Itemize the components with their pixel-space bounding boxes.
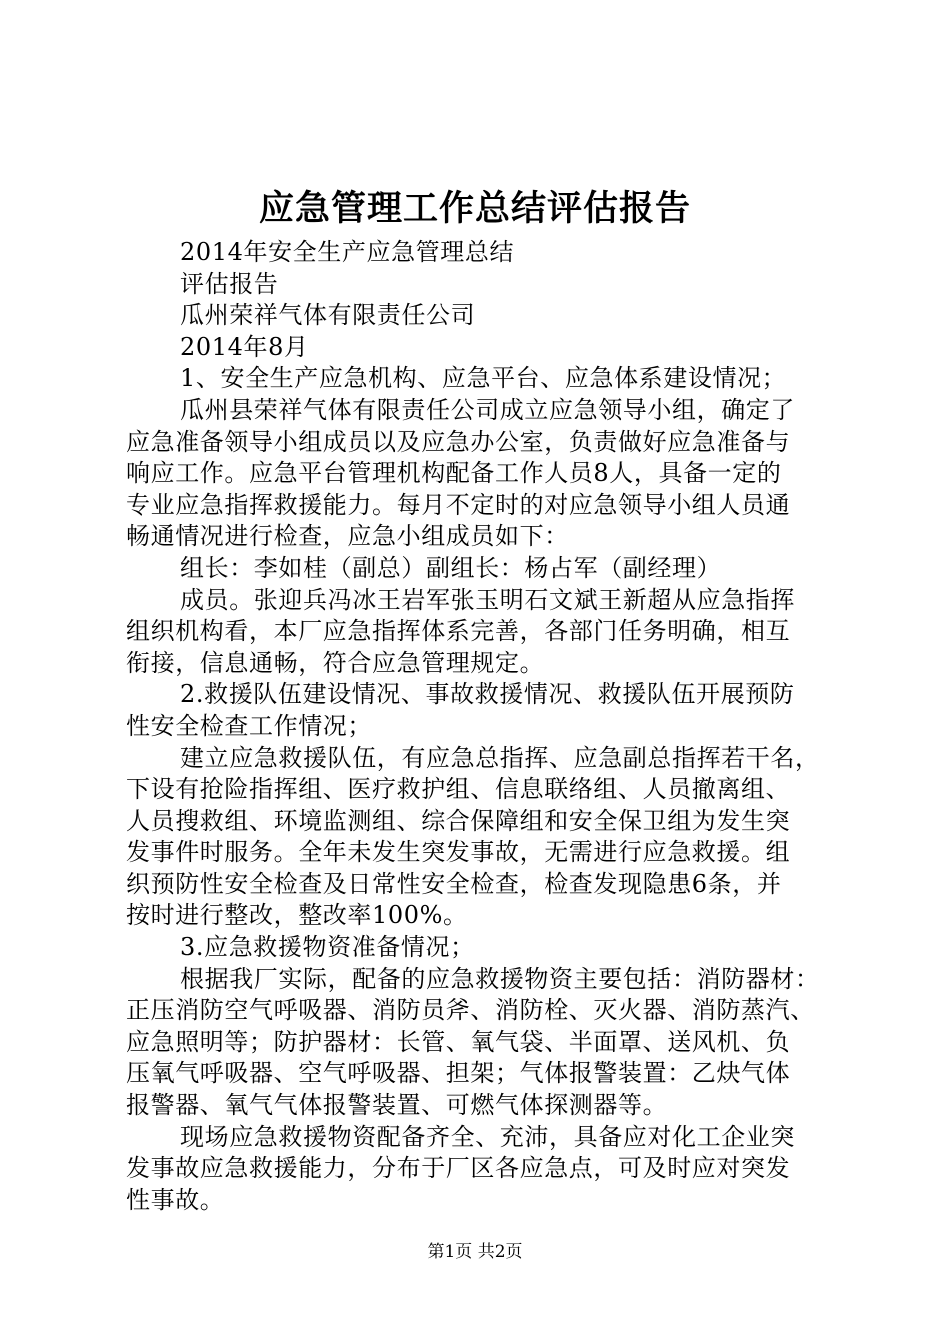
body-line: 应急照明等；防护器材：长管、氧气袋、半面罩、送风机、负 (126, 1027, 791, 1056)
body-line: 压氧气呼吸器、空气呼吸器、担架；气体报警装置：乙炔气体 (126, 1059, 791, 1088)
body-line: 织预防性安全检查及日常性安全检查，检查发现隐患6条，并 (126, 869, 782, 898)
body-line: 评估报告 (180, 269, 279, 298)
body-line: 应急准备领导小组成员以及应急办公室，负责做好应急准备与 (126, 427, 791, 456)
body-line: 性事故。 (126, 1185, 225, 1214)
body-line: 瓜州荣祥气体有限责任公司 (180, 301, 476, 330)
body-line: 组长：李如桂（副总）副组长：杨占军（副经理） (180, 553, 722, 582)
body-line: 衔接，信息通畅，符合应急管理规定。 (126, 648, 545, 677)
page-footer: 第1页 共2页 (427, 1242, 523, 1262)
body-line: 下设有抢险指挥组、医疗救护组、信息联络组、人员撤离组、 (126, 775, 791, 804)
document-body (126, 237, 831, 1216)
body-line: 正压消防空气呼吸器、消防员斧、消防栓、灭火器、消防蒸汽、 (126, 996, 815, 1025)
body-line: 瓜州县荣祥气体有限责任公司成立应急领导小组，确定了 (180, 395, 795, 424)
body-line: 人员搜救组、环境监测组、综合保障组和安全保卫组为发生突 (126, 806, 791, 835)
body-line: 响应工作。应急平台管理机构配备工作人员8人，具备一定的 (126, 459, 782, 488)
body-line: 发事件时服务。全年未发生突发事故，无需进行应急救援。组 (126, 838, 791, 867)
body-line: 专业应急指挥救援能力。每月不定时的对应急领导小组人员通 (126, 490, 791, 519)
body-line: 组织机构看，本厂应急指挥体系完善，各部门任务明确，相互 (126, 617, 791, 646)
body-line: 2014年8月 (180, 332, 309, 361)
body-line: 2014年安全生产应急管理总结 (180, 238, 515, 266)
body-line: 3.应急救援物资准备情况； (180, 933, 475, 962)
body-line: 根据我厂实际，配备的应急救援物资主要包括：消防器材： (180, 964, 820, 993)
body-line: 2.救援队伍建设情况、事故救援情况、救援队伍开展预防 (180, 680, 795, 709)
body-line: 畅通情况进行检查，应急小组成员如下： (126, 522, 569, 551)
body-line: 发事故应急救援能力，分布于厂区各应急点，可及时应对突发 (126, 1154, 791, 1183)
body-line: 建立应急救援队伍，有应急总指挥、应急副总指挥若干名， (180, 743, 820, 772)
body-line: 1、安全生产应急机构、应急平台、应急体系建设情况； (180, 364, 787, 393)
document-title: 应急管理工作总结评估报告 (258, 188, 691, 229)
body-line: 性安全检查工作情况； (126, 711, 372, 740)
body-line: 报警器、氧气气体报警装置、可燃气体探测器等。 (126, 1091, 668, 1120)
body-line: 成员。张迎兵冯冰王岩军张玉明石文斌王新超从应急指挥 (180, 585, 795, 614)
body-line: 按时进行整改，整改率100%。 (126, 901, 468, 930)
body-line: 现场应急救援物资配备齐全、充沛，具备应对化工企业突 (180, 1122, 795, 1151)
